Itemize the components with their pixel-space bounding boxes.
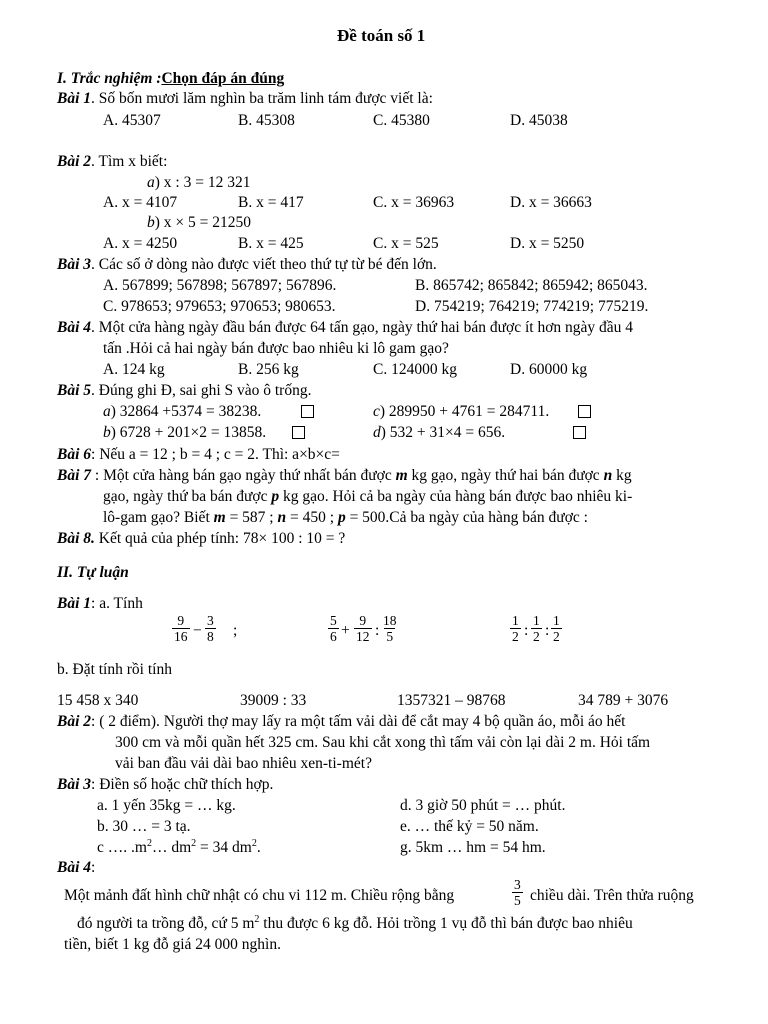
q8-text: Bài 8. Kết quả của phép tính: 78× 100 : 10 = ? xyxy=(57,530,346,547)
q7-text-line2: gạo, ngày thứ ba bán được p kg gạo. Hỏi cả ba ngày của hàng bán được bao nhiêu ki- xyxy=(103,488,633,505)
b1-calc-3: 1357321 – 98768 xyxy=(397,692,506,709)
q4-option-d: D. 60000 kg xyxy=(510,361,588,378)
q3-option-c: C. 978653; 979653; 970653; 980653. xyxy=(103,298,336,315)
b1-calc-2: 39009 : 33 xyxy=(240,692,307,709)
q4-text-cont: tấn .Hỏi cả hai ngày bán được bao nhiêu ki lô gam gạo? xyxy=(103,340,449,357)
b1-frac2-op2: : xyxy=(375,622,380,639)
q2a-option-b: B. x = 417 xyxy=(238,194,304,211)
b4-text-line2: đó người ta trồng đỗ, cứ 5 $m^2$ thu được 6 kg đỗ. Hỏi trồng 1 vụ đỗ thì bán được bao nhiêu xyxy=(77,913,633,932)
q2b-option-c: C. x = 525 xyxy=(373,235,439,252)
b1-frac3-op1: : xyxy=(524,622,529,639)
b4-text-line1a: Một mảnh đất hình chữ nhật có chu vi 112 m. Chiều rộng bằng xyxy=(64,887,455,904)
b3-item-c: c …. $.m^2\dots$ $dm^2 = 34$ $dm^2$. xyxy=(97,837,261,856)
q2a-option-d: D. x = 36663 xyxy=(510,194,592,211)
b3-item-d: d. 3 giờ 50 phút = … phút. xyxy=(400,797,566,814)
q4-option-b: B. 256 kg xyxy=(238,361,299,378)
b1-frac2-a: $\frac{5}{6}$ xyxy=(330,613,337,644)
b4-text-line3: tiền, biết 1 kg đỗ giá 24 000 nghìn. xyxy=(64,936,281,953)
b3-item-b: b. 30 … = 3 tạ. xyxy=(97,818,191,835)
q2-text: Bài 2. Tìm x biết: xyxy=(57,153,168,170)
q7-text-line3: lô-gam gạo? Biết m = 587 ; n = 450 ; p = 500.Cả ba ngày của hàng bán được : xyxy=(103,509,588,526)
b1-b-text: b. Đặt tính rồi tính xyxy=(57,661,172,678)
b1-frac1-op: − xyxy=(193,622,202,639)
q2a-text: a) x : 3 = 12 321 xyxy=(147,174,251,191)
b1-frac2-op1: + xyxy=(341,622,350,639)
q4-text: Bài 4. Một cửa hàng ngày đầu bán được 64 tấn gạo, ngày thứ hai bán được ít hơn ngày đầu 4 xyxy=(57,319,634,336)
b3-item-e: e. … thế kỷ = 50 năm. xyxy=(400,818,539,835)
q1-option-d: D. 45038 xyxy=(510,112,568,129)
q2a-option-c: C. x = 36963 xyxy=(373,194,455,211)
q4-option-c: C. 124000 kg xyxy=(373,361,457,378)
q1-option-c: C. 45380 xyxy=(373,112,430,129)
q6-text: Bài 6: Nếu a = 12 ; b = 4 ; c = 2. Thì: a×b×c= xyxy=(57,446,340,463)
q5-item-a: a) 32864 +5374 = 38238. xyxy=(103,403,262,420)
b1-frac3-b: $\frac{1}{2}$ xyxy=(533,613,540,644)
b1-frac3-a: $\frac{1}{2}$ xyxy=(512,613,519,644)
b4-text-line1b: chiều dài. Trên thửa ruộng xyxy=(530,887,694,904)
q3-text: Bài 3. Các số ở dòng nào được viết theo thứ tự từ bé đến lớn. xyxy=(57,256,437,273)
q2a-option-a: A. x = 4107 xyxy=(103,194,178,211)
part2-heading: II. Tự luận xyxy=(57,564,129,581)
b1-calc-1: 15 458 x 340 xyxy=(57,692,139,709)
q2b-option-d: D. x = 5250 xyxy=(510,235,585,252)
q3-option-b: B. 865742; 865842; 865942; 865043. xyxy=(415,277,648,294)
b2-text: Bài 2: ( 2 điểm). Người thợ may lấy ra một tấm vải dài để cắt may 4 bộ quần áo, mỗi áo hết xyxy=(57,713,626,730)
q1-text: Bài 1. Số bốn mươi lăm nghìn ba trăm linh tám được viết là: xyxy=(57,90,433,107)
q1-option-b: B. 45308 xyxy=(238,112,295,129)
q5-box-d[interactable] xyxy=(573,426,586,439)
b1-text: Bài 1: a. Tính xyxy=(57,595,143,612)
b2-text-line2: 300 cm và mỗi quần hết 325 cm. Sau khi cắt xong thì tấm vải còn lại dài 2 m. Hỏi tấm xyxy=(115,734,651,751)
q5-item-c: c) 289950 + 4761 = 284711. xyxy=(373,403,550,420)
page-title: Đề toán số 1 xyxy=(337,26,426,45)
q5-text: Bài 5. Đúng ghi Đ, sai ghi S vào ô trống. xyxy=(57,382,312,399)
b3-item-g: g. 5km … hm = 54 hm. xyxy=(400,839,546,856)
part1-heading: I. Trắc nghiệm :Chọn đáp án đúng xyxy=(57,70,285,87)
q2b-option-a: A. x = 4250 xyxy=(103,235,178,252)
q3-option-a: A. 567899; 567898; 567897; 567896. xyxy=(103,277,337,294)
q5-item-b: b) 6728 + 201×2 = 13858. xyxy=(103,424,267,441)
q7-text: Bài 7 : Một cửa hàng bán gạo ngày thứ nhất bán được m kg gạo, ngày thứ hai bán được n kg xyxy=(57,467,632,484)
q4-option-a: A. 124 kg xyxy=(103,361,165,378)
b1-frac2-c: $\frac{18}{5}$ xyxy=(383,613,397,644)
q5-box-c[interactable] xyxy=(578,405,591,418)
q3-option-d: D. 754219; 764219; 774219; 775219. xyxy=(415,298,649,315)
b3-item-a: a. 1 yến 35kg = … kg. xyxy=(97,797,236,814)
b2-text-line3: vải ban đầu vải dài bao nhiêu xen-ti-mét? xyxy=(115,755,372,772)
b1-frac3-c: $\frac{1}{2}$ xyxy=(553,613,560,644)
b4-fraction: $\frac{3}{5}$ xyxy=(514,877,521,908)
b1-frac1-a: $\frac{9}{16}$ xyxy=(174,613,188,644)
b3-text: Bài 3: Điền số hoặc chữ thích hợp. xyxy=(57,776,274,793)
b1-calc-4: 34 789 + 3076 xyxy=(578,692,669,709)
q2b-text: b) x × 5 = 21250 xyxy=(147,214,252,231)
q2b-option-b: B. x = 425 xyxy=(238,235,304,252)
b1-frac1-b: $\frac{3}{8}$ xyxy=(207,613,214,644)
b1-frac1-tail: ; xyxy=(233,622,238,639)
q5-box-a[interactable] xyxy=(301,405,314,418)
q5-item-d: d) 532 + 31×4 = 656. xyxy=(373,424,506,441)
q5-box-b[interactable] xyxy=(292,426,305,439)
b4-label: Bài 4: xyxy=(57,859,96,876)
q1-option-a: A. 45307 xyxy=(103,112,161,129)
b1-frac3-op2: : xyxy=(545,622,550,639)
b1-frac2-b: $\frac{9}{12}$ xyxy=(356,613,370,644)
